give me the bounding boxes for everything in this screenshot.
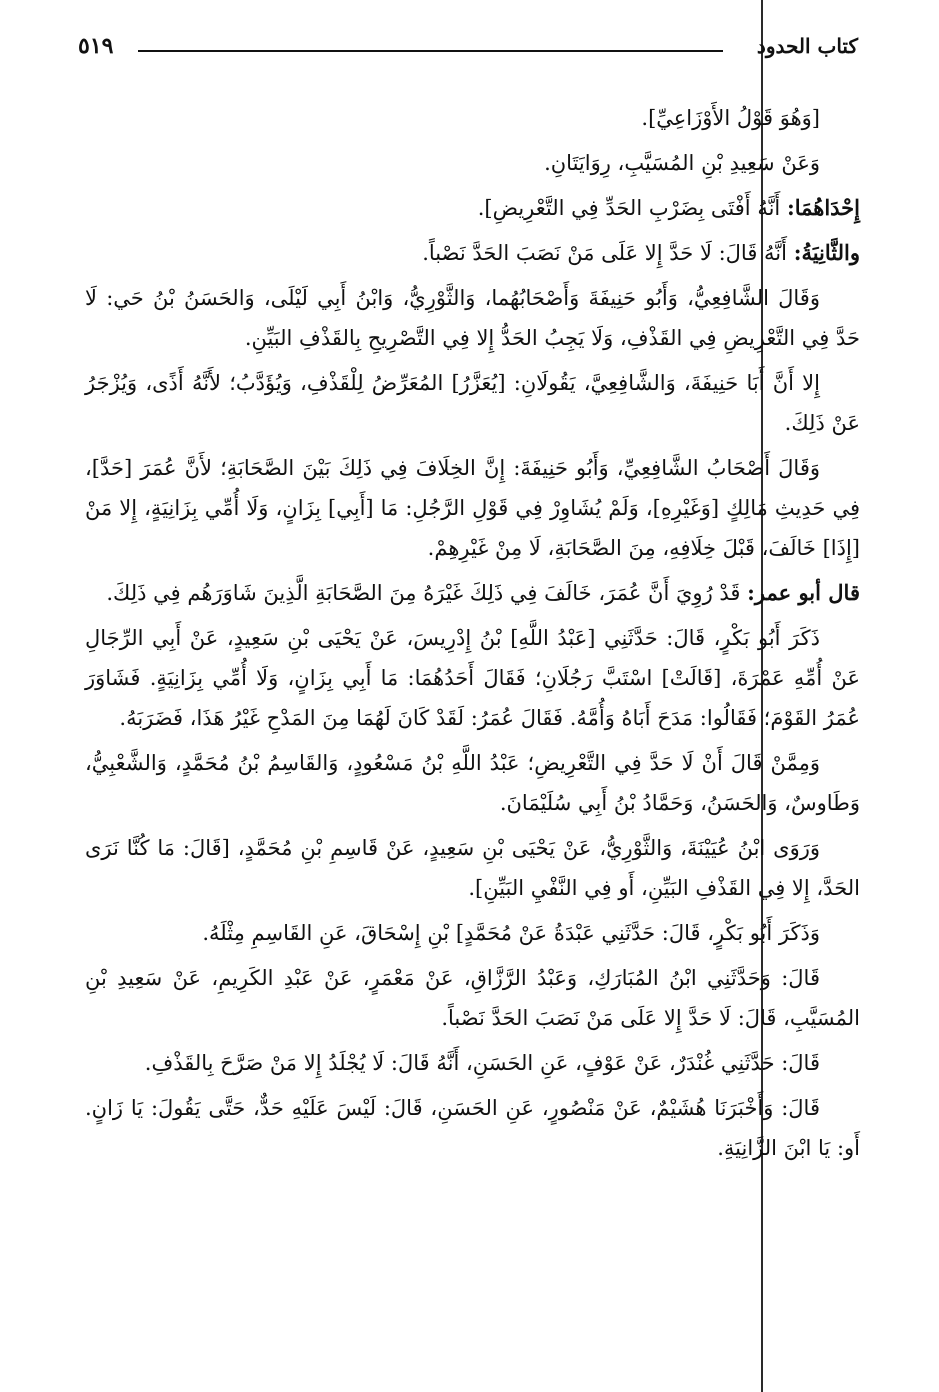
- paragraph-lead: والثَّانِيَةُ:: [793, 240, 860, 265]
- page-number: ٥١٩: [78, 33, 114, 59]
- paragraph-lead: قال أبو عمر:: [747, 580, 860, 605]
- page-header: [78, 34, 858, 64]
- paragraph-4: [85, 233, 860, 273]
- paragraph-1: [85, 98, 860, 138]
- paragraph-lead: إِحْدَاهُمَا:: [786, 195, 860, 220]
- paragraph-2: [85, 143, 860, 183]
- paragraph-text: قَالَ: حَدَّثَنِي غُنْدَرٌ، عَنْ عَوْفٍ، عَنِ الحَسَنِ، أَنَّهُ قَالَ: لَا يُجْلَدُ إِلا مَنْ صَرَّحَ بِالقَذْفِ.: [144, 1051, 820, 1075]
- header-rule: [138, 50, 723, 52]
- paragraph-5: [85, 278, 860, 358]
- paragraph-text: وَقَالَ الشَّافِعِيُّ، وَأَبُو حَنِيفَةَ وَأَصْحَابُهُما، وَالثَّوْرِيُّ، وَابْنُ أَبِي لَيْلَى، وَالحَسَنُ بْنُ حَي: لَا حَدَّ فِي التَّعْرِيضِ فِي القَذْفِ، وَلَا يَجِبُ الحَدُّ إِلا فِي التَّصْرِيحِ بِالقَذْفِ البَيِّنِ.: [85, 286, 860, 350]
- paragraph-text: ذَكَرَ أَبُو بَكْرٍ، قَالَ: حَدَّثَنِي [عَبْدُ اللَّهِ] بْنُ إِدْرِيسَ، عَنْ يَحْيَى بْنِ سَعِيدٍ، عَنْ أَبِي الرِّجَالِ عَنْ أُمِّهِ عَمْرَةَ، [قَالَتْ] اسْتَبَّ رَجُلَانِ؛ فَقَالَ أَحَدُهُمَا: مَا أَبِي بِزَانٍ، وَلَا أُمِّي بِزَانِيَةٍ. فَشَاوَرَ عُمَرُ القَوْمَ؛ فَقَالُوا: مَدَحَ أَبَاهُ وَأُمَّهُ. فَقَالَ عُمَرُ: لَقَدْ كَانَ لَهُمَا مِنَ المَدْحِ غَيْرُ هَذَا، فَضَرَبَهُ.: [85, 626, 860, 730]
- paragraph-9: [85, 618, 860, 738]
- paragraph-text: وَمِمَّنْ قَالَ أَنْ لَا حَدَّ فِي التَّعْرِيضِ؛ عَبْدُ اللَّهِ بْنُ مَسْعُودٍ، وَالقَاسِمُ بْنُ مُحَمَّدٍ، وَالشَّعْبِيُّ، وَطَاوسٌ، وَالحَسَنُ، وَحَمَّادُ بْنُ أَبِي سُلَيْمَانَ.: [85, 751, 860, 815]
- paragraph-8: [85, 573, 860, 613]
- paragraph-text: وَرَوَى ابْنُ عُيَيْنَةَ، وَالثَّوْرِيُّ، عَنْ يَحْيَى بْنِ سَعِيدٍ، عَنْ قَاسِمِ بْنِ مُحَمَّدٍ، [قَالَ: مَا كُنَّا نَرَى الحَدَّ، إِلا فِي القَذْفِ البَيِّنِ، أَو فِي النَّفْيِ البَيِّنِ].: [85, 836, 860, 900]
- paragraph-text: قَالَ: وَحَدَّثَنِي ابْنُ المُبَارَكِ، وَعَبْدُ الرَّزَّاقِ، عَنْ مَعْمَرٍ، عَنْ عَبْدِ الكَرِيمِ، عَنْ سَعِيدِ بْنِ المُسَيَّبِ، قَالَ: لَا حَدَّ إِلا عَلَى مَنْ نَصَبَ الحَدَّ نَصْباً.: [85, 966, 860, 1030]
- paragraph-14: [85, 1043, 860, 1083]
- paragraph-text: قَدْ رُوِيَ أَنَّ عُمَرَ، خَالَفَ فِي ذَلِكَ غَيْرَهُ مِنَ الصَّحَابَةِ الَّذِينَ شَاوَرَهُم فِي ذَلِكَ.: [106, 581, 741, 605]
- page-body: [85, 98, 860, 1173]
- paragraph-3: [85, 188, 860, 228]
- paragraph-7: [85, 448, 860, 568]
- paragraph-text: أَنَّهُ قَالَ: لَا حَدَّ إِلا عَلَى مَنْ نَصَبَ الحَدَّ نَصْباً.: [422, 241, 787, 265]
- paragraph-text: قَالَ: وَأَخْبَرَنَا هُشَيْمٌ، عَنْ مَنْصُورٍ، عَنِ الحَسَنِ، قَالَ: لَيْسَ عَلَيْهِ حَدٌّ، حَتَّى يَقُولَ: يَا زَانٍ. أَو: يَا ابْنَ الزَّانِيَةِ.: [85, 1096, 860, 1160]
- paragraph-11: [85, 828, 860, 908]
- paragraph-text: [وَهُوَ قَوْلُ الأَوْزَاعِيِّ].: [641, 106, 820, 130]
- paragraph-12: [85, 913, 860, 953]
- paragraph-13: [85, 958, 860, 1038]
- running-title: كتاب الحدود: [756, 34, 858, 58]
- paragraph-15: [85, 1088, 860, 1168]
- paragraph-text: إِلا أَنَّ أَبَا حَنِيفَةَ، وَالشَّافِعِيَّ، يَقُولَانِ: [يُعَزَّرُ] المُعَرِّضُ لِلْقَذْفِ، وَيُؤَدَّبُ؛ لأَنَّهُ أَذًى، وَيُزْجَرُ عَنْ ذَلِكَ.: [85, 371, 860, 435]
- paragraph-text: وَقَالَ أَصْحَابُ الشَّافِعِيِّ، وَأَبُو حَنِيفَةَ: إِنَّ الخِلَافَ فِي ذَلِكَ بَيْنَ الصَّحَابَةِ؛ لأَنَّ عُمَرَ [حَدَّ]، فِي حَدِيثِ مَالِكٍ [وَغَيْرِهِ]، وَلَمْ يُشَاوِرْ فِي قَوْلِ الرَّجُلِ: مَا [أَبِي] بِزَانٍ، وَلَا أُمِّي بِزَانِيَةٍ، إِلا مَنْ [إِذَا] خَالَفَ، قَبْلَ خِلَافِهِ، مِنَ الصَّحَابَةِ، لَا مِنْ غَيْرِهِمْ.: [85, 456, 860, 560]
- paragraph-text: أَنَّهُ أَفْتَى بِضَرْبِ الحَدِّ فِي التَّعْرِيضِ].: [477, 196, 781, 220]
- paragraph-text: وَعَنْ سَعِيدِ بْنِ المُسَيَّبِ، رِوَايَتَانِ.: [544, 151, 820, 175]
- paragraph-text: وَذَكَرَ أَبُو بَكْرٍ، قَالَ: حَدَّثَنِي عَبْدَةُ عَنْ مُحَمَّدٍ] بْنِ إِسْحَاقَ، عَنِ القَاسِمِ مِثْلَهُ.: [202, 921, 820, 945]
- paragraph-6: [85, 363, 860, 443]
- paragraph-10: [85, 743, 860, 823]
